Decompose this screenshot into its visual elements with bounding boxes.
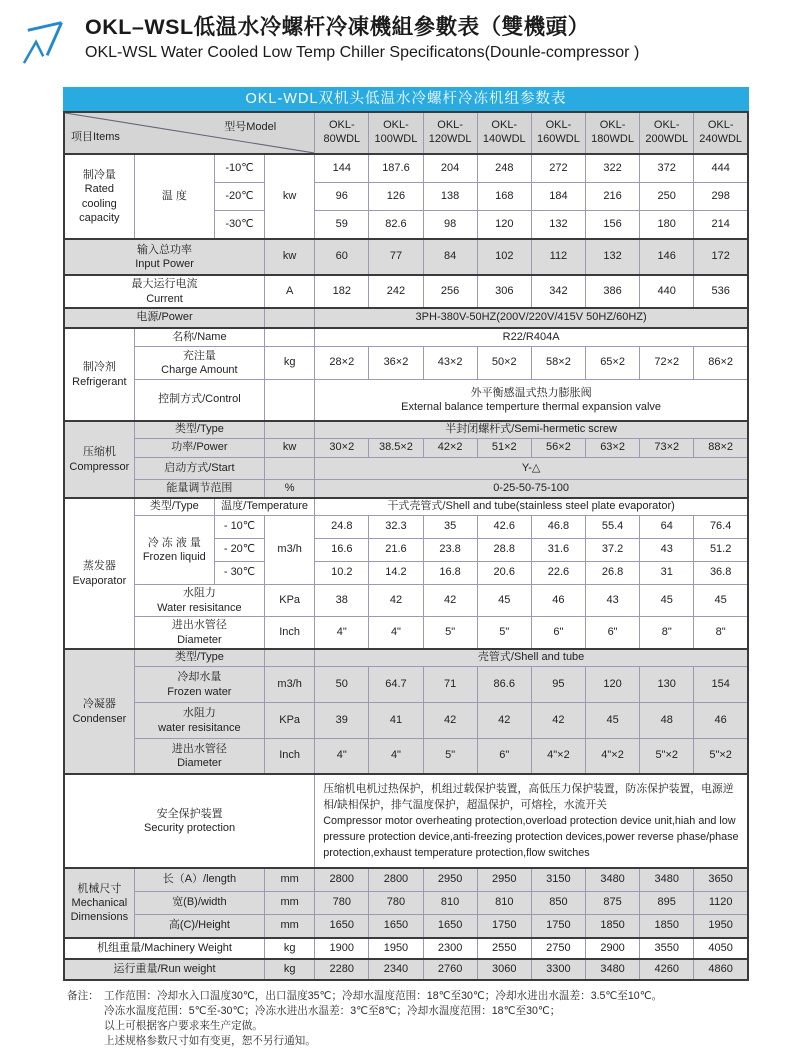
input-power-value-1: 77 [369, 239, 423, 275]
section-mechanical: 机械尺寸 Mechanical Dimensions [64, 868, 134, 938]
page-header [0, 0, 790, 78]
current-value-6: 440 [640, 275, 694, 308]
mech-length-value-0: 2800 [315, 868, 369, 892]
run-weight-value-2: 2760 [423, 959, 477, 980]
frozen-liquid-unit: m3/h [265, 516, 315, 585]
frozen-30-value-3: 20.6 [477, 562, 531, 585]
model-header-2: OKL-120WDL [423, 112, 477, 154]
evap-diameter-value-6: 8" [640, 617, 694, 650]
rated-30-value-1: 82.6 [369, 211, 423, 240]
charge-value-3: 50×2 [477, 347, 531, 380]
frozen-30-value-4: 22.6 [531, 562, 585, 585]
condenser-water-label: 冷却水量 Frozen water [134, 667, 264, 703]
rated-30-value-7: 214 [694, 211, 748, 240]
mech-height-value-4: 1750 [531, 915, 585, 939]
items-model-diagonal-cell [64, 112, 315, 154]
input-power-value-3: 102 [477, 239, 531, 275]
charge-value-1: 36×2 [369, 347, 423, 380]
frozen-10-value-4: 46.8 [531, 516, 585, 539]
evap-water-resistance-label: 水阻力 Water resisitance [134, 585, 264, 617]
frozen-temp-10: - 10℃ [214, 516, 264, 539]
refrigerant-name-value: R22/R404A [315, 328, 748, 347]
evap-water-resistance-value-5: 43 [586, 585, 640, 617]
evap-water-resistance-value-4: 46 [531, 585, 585, 617]
temperature-label: 温 度 [134, 154, 214, 239]
mech-height-value-5: 1850 [586, 915, 640, 939]
refrigerant-name-row [64, 328, 748, 347]
section-compressor: 压缩机 Compressor [64, 421, 134, 498]
compressor-power-label: 功率/Power [134, 439, 264, 458]
condenser-resistance-label: 水阻力 water resisitance [134, 703, 264, 739]
condenser-water-value-0: 50 [315, 667, 369, 703]
condenser-water-value-7: 154 [694, 667, 748, 703]
compressor-power-value-4: 56×2 [531, 439, 585, 458]
rated-20-value-0: 96 [315, 183, 369, 211]
temp-minus10: -10℃ [214, 154, 264, 183]
model-header-7: OKL-240WDL [694, 112, 748, 154]
page-subtitle: OKL-WSL Water Cooled Low Temp Chiller Specificatons(Dounle-compressor ) [85, 44, 640, 61]
evaporator-type-row [64, 498, 748, 516]
compressor-start-value: Y-△ [315, 458, 748, 480]
charge-value-7: 86×2 [694, 347, 748, 380]
condenser-resistance-unit: KPa [265, 703, 315, 739]
security-value: 压缩机电机过热保护，机组过载保护装置，高低压力保护装置，防冻保护装置，电源逆相/缺相保护，排气温度保护，超温保护，可熔栓，水流开关 Compressor motor overheating protection,overload protection device unit,hiah and low pressure protection device,anti-freezing protection devices,power reverse phase/phase protection,exhaust temperature protection,flow switches [315, 774, 748, 868]
spec-table [63, 111, 749, 981]
evap-diameter-unit: Inch [265, 617, 315, 650]
input-power-value-7: 172 [694, 239, 748, 275]
mech-width-value-3: 810 [477, 892, 531, 915]
run-weight-value-6: 4260 [640, 959, 694, 980]
evap-diameter-value-1: 4" [369, 617, 423, 650]
mech-length-unit: mm [265, 868, 315, 892]
charge-value-5: 65×2 [586, 347, 640, 380]
evap-diameter-row [64, 617, 748, 650]
charge-unit: kg [265, 347, 315, 380]
temp-minus30: -30℃ [214, 211, 264, 240]
section-evaporator: 蒸发器 Evaporator [64, 498, 134, 649]
condenser-diameter-row [64, 739, 748, 775]
condenser-water-value-4: 95 [531, 667, 585, 703]
input-power-value-5: 132 [586, 239, 640, 275]
mech-height-value-1: 1650 [369, 915, 423, 939]
run-weight-value-1: 2340 [369, 959, 423, 980]
condenser-diameter-value-7: 5"×2 [694, 739, 748, 775]
frozen-20-value-7: 51.2 [694, 539, 748, 562]
compressor-power-value-6: 73×2 [640, 439, 694, 458]
mech-length-value-7: 3650 [694, 868, 748, 892]
note-line: 冷冻水温度范围：5℃至-30℃；冷冻水进出水温差：3℃至8℃；冷却水温度范围：18℃至30℃； [104, 1005, 561, 1017]
input-power-value-2: 84 [423, 239, 477, 275]
compressor-power-value-2: 42×2 [423, 439, 477, 458]
run-weight-value-4: 3300 [531, 959, 585, 980]
rated-20-value-4: 184 [531, 183, 585, 211]
compressor-type-row [64, 421, 748, 439]
rated-20-value-3: 168 [477, 183, 531, 211]
current-value-1: 242 [369, 275, 423, 308]
condenser-diameter-label: 进出水管径 Diameter [134, 739, 264, 775]
mech-length-value-4: 3150 [531, 868, 585, 892]
rated-20-value-6: 250 [640, 183, 694, 211]
condenser-water-unit: m3/h [265, 667, 315, 703]
current-value-2: 256 [423, 275, 477, 308]
rated-20-value-7: 298 [694, 183, 748, 211]
frozen-20-value-0: 16.6 [315, 539, 369, 562]
frozen-30-value-1: 14.2 [369, 562, 423, 585]
charge-value-4: 58×2 [531, 347, 585, 380]
condenser-water-value-2: 71 [423, 667, 477, 703]
rated-unit: kw [265, 154, 315, 239]
rated-30-value-0: 59 [315, 211, 369, 240]
condenser-diameter-value-1: 4" [369, 739, 423, 775]
machinery-weight-unit: kg [265, 938, 315, 959]
condenser-water-value-1: 64.7 [369, 667, 423, 703]
mech-length-value-2: 2950 [423, 868, 477, 892]
machinery-weight-label: 机组重量/Machinery Weight [64, 938, 265, 959]
condenser-type-label: 类型/Type [134, 649, 264, 667]
evap-water-resistance-value-6: 45 [640, 585, 694, 617]
frozen-30-value-2: 16.8 [423, 562, 477, 585]
mech-width-value-4: 850 [531, 892, 585, 915]
machinery-weight-value-6: 3550 [640, 938, 694, 959]
condenser-resistance-value-7: 46 [694, 703, 748, 739]
condenser-resistance-value-4: 42 [531, 703, 585, 739]
compressor-type-label: 类型/Type [134, 421, 264, 439]
evap-water-resistance-unit: KPa [265, 585, 315, 617]
security-row [64, 774, 748, 868]
condenser-water-value-5: 120 [586, 667, 640, 703]
mech-width-value-2: 810 [423, 892, 477, 915]
compressor-power-unit: kw [265, 439, 315, 458]
condenser-diameter-value-5: 4"×2 [586, 739, 640, 775]
mech-length-row [64, 868, 748, 892]
security-label: 安全保护装置 Security protection [64, 774, 315, 868]
mech-width-value-1: 780 [369, 892, 423, 915]
frozen-10-value-1: 32.3 [369, 516, 423, 539]
condenser-resistance-value-2: 42 [423, 703, 477, 739]
evap-diameter-value-7: 8" [694, 617, 748, 650]
machinery-weight-value-5: 2900 [586, 938, 640, 959]
rated-row-10 [64, 154, 748, 183]
energy-value: 0-25-50-75-100 [315, 480, 748, 499]
section-condenser: 冷凝器 Condenser [64, 649, 134, 774]
condenser-water-value-3: 86.6 [477, 667, 531, 703]
rated-30-value-2: 98 [423, 211, 477, 240]
condenser-diameter-unit: Inch [265, 739, 315, 775]
frozen-temp-20: - 20℃ [214, 539, 264, 562]
frozen-10-value-7: 76.4 [694, 516, 748, 539]
rated-20-value-2: 138 [423, 183, 477, 211]
input-power-value-6: 146 [640, 239, 694, 275]
mech-height-unit: mm [265, 915, 315, 939]
mech-length-value-6: 3480 [640, 868, 694, 892]
control-unit-empty [265, 380, 315, 422]
input-power-value-4: 112 [531, 239, 585, 275]
notes-prefix: 备注： [67, 990, 99, 1002]
evap-water-resistance-value-0: 38 [315, 585, 369, 617]
current-value-5: 386 [586, 275, 640, 308]
compressor-power-value-0: 30×2 [315, 439, 369, 458]
rated-10-value-4: 272 [531, 154, 585, 183]
machinery-weight-value-2: 2300 [423, 938, 477, 959]
run-weight-row [64, 959, 748, 980]
footnotes [67, 989, 782, 1049]
energy-row [64, 480, 748, 499]
machinery-weight-value-0: 1900 [315, 938, 369, 959]
compressor-start-label: 启动方式/Start [134, 458, 264, 480]
evap-water-resistance-value-1: 42 [369, 585, 423, 617]
condenser-resistance-value-1: 41 [369, 703, 423, 739]
evap-water-resistance-value-2: 42 [423, 585, 477, 617]
current-label: 最大运行电流 Current [64, 275, 265, 308]
mech-height-value-2: 1650 [423, 915, 477, 939]
condenser-resistance-value-0: 39 [315, 703, 369, 739]
section-refrigerant: 制冷剂 Refrigerant [64, 328, 134, 421]
input-power-unit: kw [265, 239, 315, 275]
current-value-0: 182 [315, 275, 369, 308]
charge-value-2: 43×2 [423, 347, 477, 380]
refrigerant-name-unit-empty [265, 328, 315, 347]
input-power-value-0: 60 [315, 239, 369, 275]
frozen-30-value-6: 31 [640, 562, 694, 585]
compressor-power-value-5: 63×2 [586, 439, 640, 458]
frozen-20-value-6: 43 [640, 539, 694, 562]
header-row [64, 112, 748, 154]
compressor-start-row [64, 458, 748, 480]
condenser-resistance-value-6: 48 [640, 703, 694, 739]
evap-diameter-value-0: 4" [315, 617, 369, 650]
mech-height-row [64, 915, 748, 939]
run-weight-value-3: 3060 [477, 959, 531, 980]
control-value: 外平衡感温式热力膨胀阀 External balance temperture thermal expansion valve [315, 380, 748, 422]
input-power-label: 输入总功率 Input Power [64, 239, 265, 275]
input-power-row [64, 239, 748, 275]
model-header-3: OKL-140WDL [477, 112, 531, 154]
compressor-power-row [64, 439, 748, 458]
frozen-10-value-0: 24.8 [315, 516, 369, 539]
evap-diameter-value-5: 6" [586, 617, 640, 650]
table-caption: OKL-WDL双机头低温水冷螺杆冷冻机组参数表 [63, 87, 749, 111]
power-supply-label: 电源/Power [64, 308, 265, 328]
rated-10-value-6: 372 [640, 154, 694, 183]
mech-length-value-3: 2950 [477, 868, 531, 892]
condenser-diameter-value-0: 4" [315, 739, 369, 775]
evap-diameter-value-2: 5" [423, 617, 477, 650]
condenser-type-value: 壳管式/Shell and tube [315, 649, 748, 667]
compressor-power-value-3: 51×2 [477, 439, 531, 458]
evap-water-resistance-value-7: 45 [694, 585, 748, 617]
frozen-20-value-4: 31.6 [531, 539, 585, 562]
mech-height-value-7: 1950 [694, 915, 748, 939]
mech-height-value-6: 1850 [640, 915, 694, 939]
condenser-diameter-value-6: 5"×2 [640, 739, 694, 775]
rated-10-value-5: 322 [586, 154, 640, 183]
frozen-20-value-2: 23.8 [423, 539, 477, 562]
items-label: 项目Items [71, 131, 120, 144]
mech-width-unit: mm [265, 892, 315, 915]
evap-water-resistance-value-3: 45 [477, 585, 531, 617]
current-value-7: 536 [694, 275, 748, 308]
mech-height-value-3: 1750 [477, 915, 531, 939]
frozen-liquid-row-10 [64, 516, 748, 539]
run-weight-value-7: 4860 [694, 959, 748, 980]
frozen-10-value-3: 42.6 [477, 516, 531, 539]
control-row [64, 380, 748, 422]
condenser-diameter-value-3: 6" [477, 739, 531, 775]
evap-diameter-label: 进出水管径 Diameter [134, 617, 264, 650]
run-weight-label: 运行重量/Run weight [64, 959, 265, 980]
rated-20-value-1: 126 [369, 183, 423, 211]
evaporator-type-value: 干式壳管式/Shell and tube(stainless steel plate evaporator) [315, 498, 748, 516]
model-header-0: OKL-80WDL [315, 112, 369, 154]
rated-10-value-1: 187.6 [369, 154, 423, 183]
evap-diameter-value-4: 6" [531, 617, 585, 650]
compressor-power-value-1: 38.5×2 [369, 439, 423, 458]
section-rated: 制冷量 Rated cooling capacity [64, 154, 134, 239]
control-label: 控制方式/Control [134, 380, 264, 422]
mech-width-value-0: 780 [315, 892, 369, 915]
mech-width-value-5: 875 [586, 892, 640, 915]
machinery-weight-value-4: 2750 [531, 938, 585, 959]
rated-10-value-7: 444 [694, 154, 748, 183]
machinery-weight-row [64, 938, 748, 959]
frozen-10-value-2: 35 [423, 516, 477, 539]
condenser-water-value-6: 130 [640, 667, 694, 703]
current-value-3: 306 [477, 275, 531, 308]
compressor-type-value: 半封闭螺杆式/Semi-hermetic screw [315, 421, 748, 439]
machinery-weight-value-7: 4050 [694, 938, 748, 959]
condenser-diameter-value-4: 4"×2 [531, 739, 585, 775]
spec-table-wrap [63, 87, 749, 981]
charge-value-6: 72×2 [640, 347, 694, 380]
frozen-30-value-0: 10.2 [315, 562, 369, 585]
model-header-1: OKL-100WDL [369, 112, 423, 154]
energy-label: 能量调节范围 [134, 480, 264, 499]
machinery-weight-value-3: 2550 [477, 938, 531, 959]
mech-length-value-1: 2800 [369, 868, 423, 892]
mech-length-value-5: 3480 [586, 868, 640, 892]
frozen-30-value-5: 26.8 [586, 562, 640, 585]
refrigerant-name-label: 名称/Name [134, 328, 264, 347]
frozen-10-value-5: 55.4 [586, 516, 640, 539]
rated-30-value-4: 132 [531, 211, 585, 240]
arrow-up-right-logo-icon [22, 12, 78, 71]
rated-20-value-5: 216 [586, 183, 640, 211]
rated-10-value-2: 204 [423, 154, 477, 183]
condenser-resistance-value-5: 45 [586, 703, 640, 739]
model-header-5: OKL-180WDL [586, 112, 640, 154]
mech-width-value-6: 895 [640, 892, 694, 915]
run-weight-unit: kg [265, 959, 315, 980]
condenser-diameter-value-2: 5" [423, 739, 477, 775]
charge-row [64, 347, 748, 380]
condenser-resistance-row [64, 703, 748, 739]
model-header-4: OKL-160WDL [531, 112, 585, 154]
mech-width-value-7: 1120 [694, 892, 748, 915]
condenser-water-row [64, 667, 748, 703]
mech-width-label: 宽(B)/width [134, 892, 264, 915]
power-supply-unit-empty [265, 308, 315, 328]
rated-30-value-3: 120 [477, 211, 531, 240]
run-weight-value-5: 3480 [586, 959, 640, 980]
evaporator-temp-label: 温度/Temperature [214, 498, 314, 516]
note-line: 以上可根据客户要求来生产定做。 [104, 1020, 263, 1032]
rated-10-value-0: 144 [315, 154, 369, 183]
mech-length-label: 长（A）/length [134, 868, 264, 892]
model-header-6: OKL-200WDL [640, 112, 694, 154]
compressor-type-unit-empty [265, 421, 315, 439]
note-line: 上述规格参数尺寸如有变更，恕不另行通知。 [104, 1035, 316, 1047]
frozen-10-value-6: 64 [640, 516, 694, 539]
mech-height-value-0: 1650 [315, 915, 369, 939]
note-line: 工作范围：冷却水入口温度30℃，出口温度35℃；冷却水温度范围：18℃至30℃；冷却水进出水温差：3.5℃至10℃。 [104, 990, 663, 1002]
frozen-temp-30: - 30℃ [214, 562, 264, 585]
model-label: 型号Model [224, 121, 277, 133]
frozen-30-value-7: 36.8 [694, 562, 748, 585]
compressor-start-unit-empty [265, 458, 315, 480]
condenser-type-unit-empty [265, 649, 315, 667]
temp-minus20: -20℃ [214, 183, 264, 211]
compressor-power-value-7: 88×2 [694, 439, 748, 458]
power-supply-value: 3PH-380V-50HZ(200V/220V/415V 50HZ/60HZ) [315, 308, 748, 328]
evaporator-type-label: 类型/Type [134, 498, 214, 516]
condenser-resistance-value-3: 42 [477, 703, 531, 739]
rated-30-value-5: 156 [586, 211, 640, 240]
current-value-4: 342 [531, 275, 585, 308]
machinery-weight-value-1: 1950 [369, 938, 423, 959]
rated-10-value-3: 248 [477, 154, 531, 183]
frozen-20-value-1: 21.6 [369, 539, 423, 562]
current-row [64, 275, 748, 308]
evap-diameter-value-3: 5" [477, 617, 531, 650]
page-title: OKL–WSL低温水冷螺杆冷凍機組參數表（雙機頭） [85, 15, 590, 39]
frozen-liquid-label: 冷 冻 液 量 Frozen liquid [134, 516, 214, 585]
frozen-20-value-5: 37.2 [586, 539, 640, 562]
frozen-20-value-3: 28.8 [477, 539, 531, 562]
evap-water-resistance-row [64, 585, 748, 617]
rated-30-value-6: 180 [640, 211, 694, 240]
power-supply-row [64, 308, 748, 328]
condenser-type-row [64, 649, 748, 667]
energy-unit: % [265, 480, 315, 499]
mech-height-label: 高(C)/Height [134, 915, 264, 939]
charge-value-0: 28×2 [315, 347, 369, 380]
charge-label: 充注量 Charge Amount [134, 347, 264, 380]
current-unit: A [265, 275, 315, 308]
run-weight-value-0: 2280 [315, 959, 369, 980]
mech-width-row [64, 892, 748, 915]
